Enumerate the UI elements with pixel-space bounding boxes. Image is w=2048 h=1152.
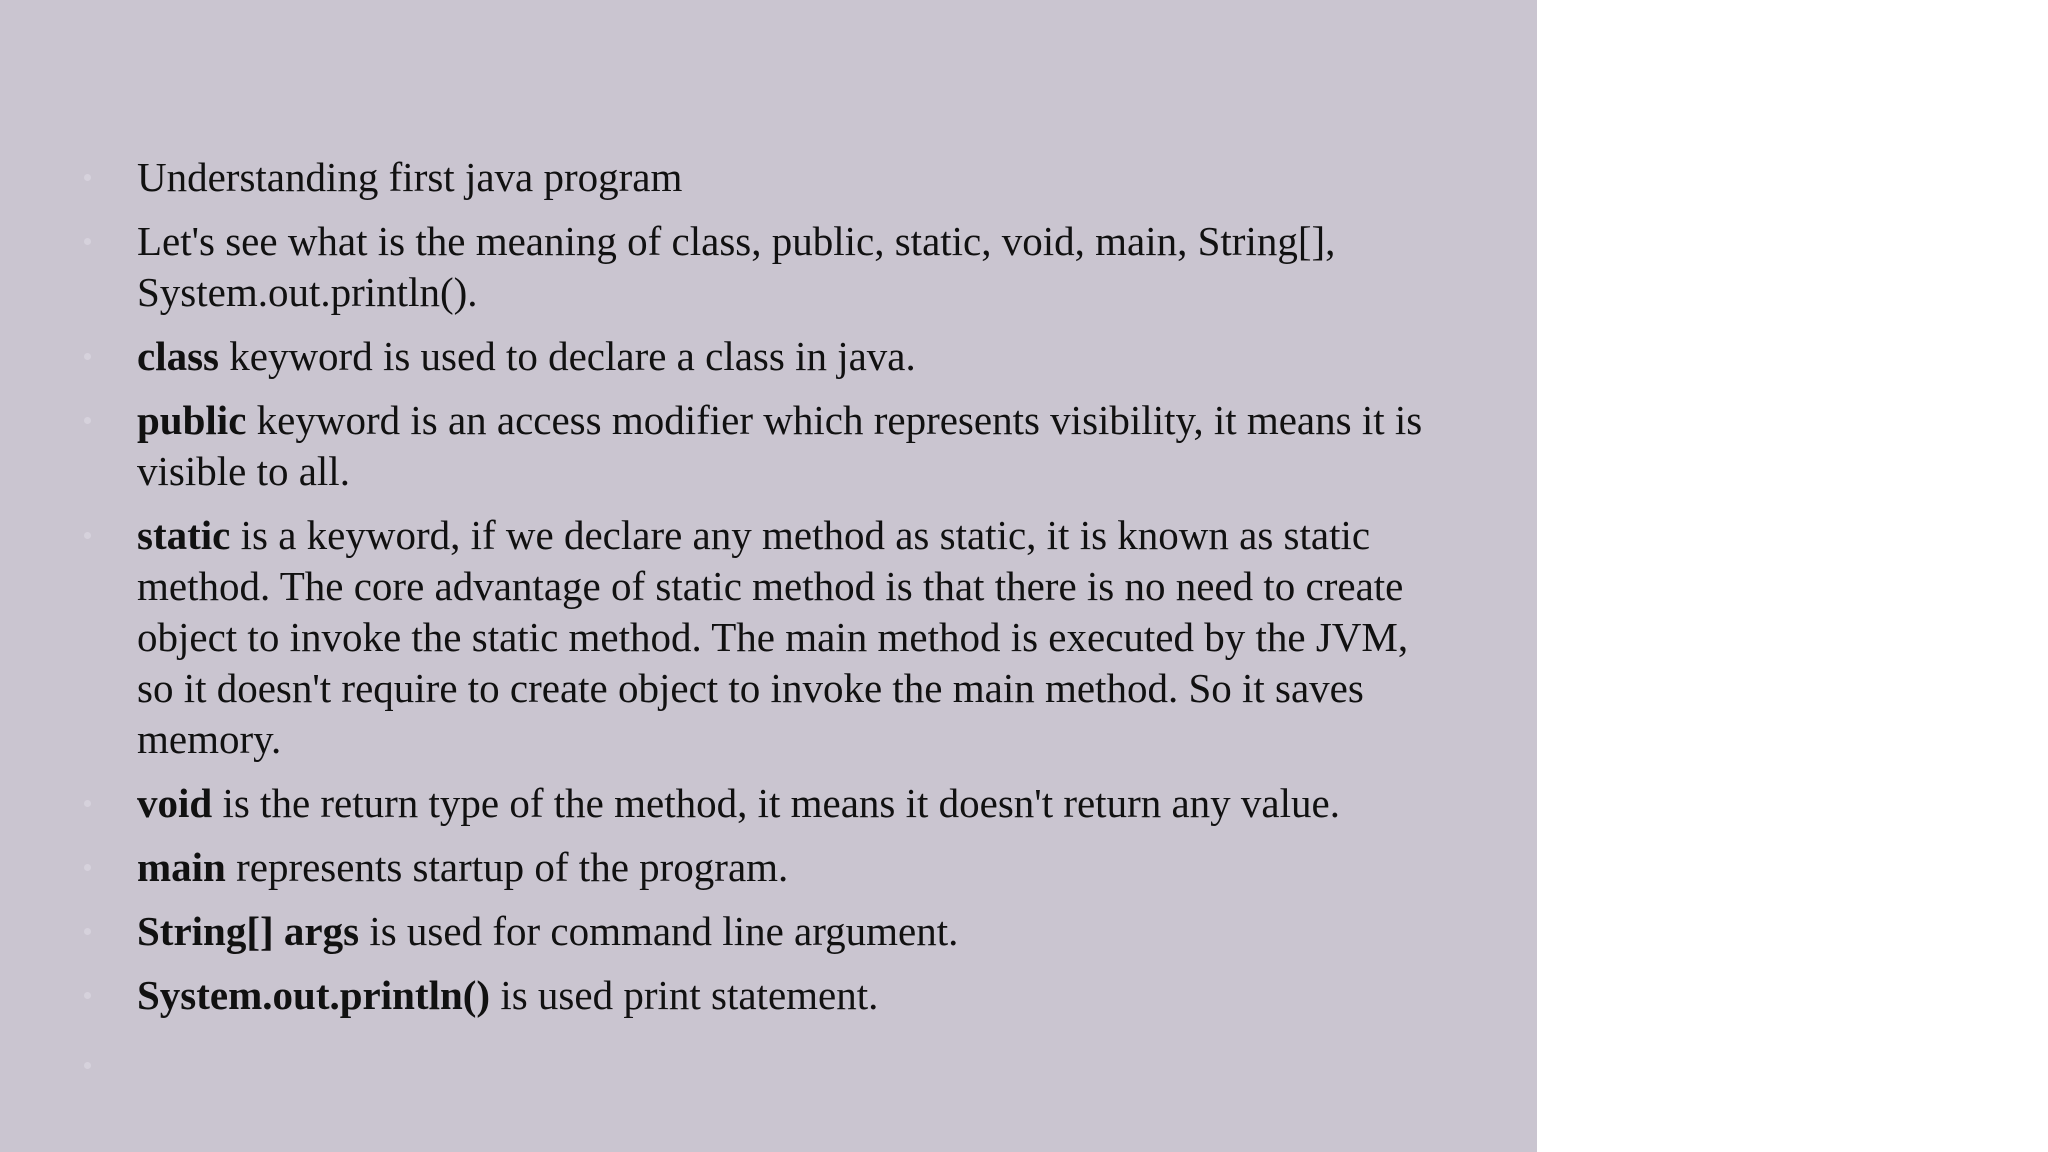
blank-area <box>1537 0 2048 1152</box>
bullet-item <box>137 152 1437 203</box>
bullet-list <box>137 152 1437 1034</box>
bullet-keyword: static <box>137 512 231 558</box>
bullet-item <box>137 906 1437 957</box>
bullet-dot-icon <box>84 992 91 999</box>
bullet-item <box>137 331 1437 382</box>
bullet-text: keyword is an access modifier which represents visibility, it means it is visible to all. <box>137 397 1423 494</box>
bullet-text: represents startup of the program. <box>225 844 789 890</box>
bullet-item <box>137 842 1437 893</box>
bullet-text: is the return type of the method, it means it doesn't return any value. <box>212 780 1340 826</box>
bullet-text: Understanding first java program <box>137 154 683 200</box>
bullet-dot-icon <box>84 174 91 181</box>
bullet-keyword: System.out.println() <box>137 972 491 1018</box>
bullet-item <box>137 395 1437 497</box>
bullet-keyword: public <box>137 397 247 443</box>
bullet-dot-icon <box>84 928 91 935</box>
bullet-keyword: main <box>137 844 226 890</box>
bullet-dot-icon <box>84 800 91 807</box>
bullet-dot-icon <box>84 238 91 245</box>
bullet-text: Let's see what is the meaning of class, public, static, void, main, String[], System.out.println(). <box>137 218 1336 315</box>
bullet-dot-icon <box>84 532 91 539</box>
bullet-item <box>137 970 1437 1021</box>
bullet-dot-icon <box>84 864 91 871</box>
bullet-keyword: class <box>137 333 219 379</box>
bullet-text: is used print statement. <box>490 972 879 1018</box>
bullet-dot-icon <box>84 417 91 424</box>
bullet-item <box>137 778 1437 829</box>
bullet-text: keyword is used to declare a class in java. <box>219 333 916 379</box>
bullet-text: is a keyword, if we declare any method as static, it is known as static method. The core advantage of static method is that there is no need to create object to invoke the static method. The main method is executed by the JVM, so it doesn't require to create object to invoke the main method. So it saves memory. <box>137 512 1409 762</box>
bullet-dot-icon <box>84 353 91 360</box>
bullet-item <box>137 216 1437 318</box>
bullet-text: is used for command line argument. <box>359 908 959 954</box>
empty-bullet-dot-icon <box>84 1062 91 1069</box>
bullet-item <box>137 510 1437 765</box>
bullet-keyword: String[] args <box>137 908 360 954</box>
bullet-keyword: void <box>137 780 213 826</box>
